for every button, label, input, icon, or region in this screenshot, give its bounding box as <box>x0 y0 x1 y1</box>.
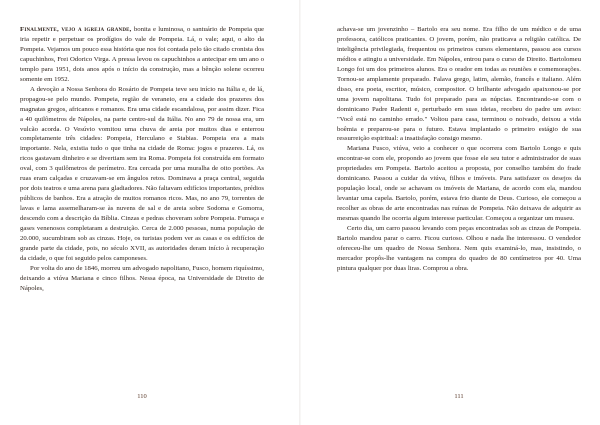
chapter-opening-words: Finalmente, vejo a igreja grande, <box>20 26 132 33</box>
left-paragraph-2: A devoção a Nossa Senhora do Rosário de Pompeia teve seu início na Itália e, de lá, propagou-se pelo mundo. Pompeia, região de veraneio, era a cidade dos prazeres dos magnatas gregos, africanos e romanos. Era uma cidade escandalosa, por assim dizer. Fica a 40 quilômetros de Nápoles, na parte centro-sul da Itália. No ano 79 de nossa era, um vulcão acorda. O Vesúvio vomitou uma chuva de areia por muitos dias e enterrou completamente três cidades: Pompeia, Herculano e Stabias. Pompeia era a mais importante. Nela, existia tudo o que tinha na cidade de Roma: jogos e prazeres. Lá, os ricos gastavam dinheiro e se divertiam sem ira Roma. Pompeia foi construída em formato oval, com 3 quilômetros de perímetro. Era cercada por uma muralha de oito portões. As ruas eram calçadas e cruzavam-se em ângulos retos. Dominava a praça central, seguida por dois teatros e uma arena para gladiadores. Não faltavam edifícios importantes, prédios públicos de banhos. Era a atração de muitos romanos ricos. Mas, no ano 79, torrentes de lavas e lama assemelharam-se às nuvens de sal e de areia sobre Sodoma e Gomorra, descendo com a descrição da Bíblia. Cinzas e pedras choveram sobre Pompeia. Fumaça e gases venenosos completaram a destruição. Cerca de 2.000 pessoas, numa população de 20.000, sucumbiram sob as cinzas. Hoje, os turistas podem ver as casas e os edifícios de grande parte da cidade, pois, no século XVII, as autoridades deram início à recuperação da cidade, o que foi seguido pelos camponeses. <box>20 85 264 262</box>
left-page <box>20 25 264 294</box>
right-paragraph-3: Certo dia, um carro passou levando com peças encontradas sob as cinzas de Pompeia. Bartolo mandou parar o carro. Ficou curioso. Olhou e nada lhe interessou. O vendedor ofereceu-lhe um quadro de Nossa Senhora. Nem quis examiná-lo, mas, insistindo, o mercador propôs-lhe vantagem na compra do quadro de 80 centímetros por 40. Uma pintura qualquer por duas liras. Comprou a obra. <box>337 225 581 272</box>
left-paragraph-1-text: bonita e luminosa, o santuário de Pompeia que iria repetir e perpetuar os prodígios do vale de Pompeia. Lá, o vale; aqui, o alto da Pompeia. Vejamos um pouco essa história que nos foi contada pelo tão citado cronista dos capuchinhos, Frei Odorico Virga. A pressa levou os capuchinhos a antecipar em um ano o templo para 1951, dois anos após o início da construção, mas a bênção solene ocorreu somente em 1952. <box>20 26 264 83</box>
right-page-number: 111 <box>454 393 464 400</box>
left-page-number: 110 <box>137 393 147 400</box>
left-paragraph-1 <box>20 25 264 85</box>
left-paragraph-3: Por volta do ano de 1846, morreu um advogado napolitano, Fusco, homem riquíssimo, deixando a viúva Mariana e cinco filhos. Nessa época, na Universidade de Direito de Nápoles, <box>20 264 264 292</box>
right-page <box>337 25 581 274</box>
book-gutter <box>299 0 301 425</box>
right-paragraph-2: Mariana Fusco, viúva, veio a conhecer o que ocorrera com Bartolo Longo e quis encontrar-se com ele, propondo ao jovem que fosse ele seu tutor e administrador de suas propriedades em Pompeia. Bartolo aceitou a proposta, por conselho também do frade dominicano. Passou a cuidar da viúva, filhos e imóveis. Para satisfazer os desejos da população local, onde se achavam os imóveis de Mariana, de acordo com ela, mandou levantar uma capela. Bartolo, porém, estava frio diante de Deus. Curioso, ele começou a recolher as obras de arte encontradas nas ruínas de Pompeia. Não deixava de adquirir as mesmas quando lhe ocorria algum interesse particular. Começou a organizar um museu. <box>337 145 581 223</box>
right-paragraph-1: achava-se um jovenzinho – Bartolo era seu nome. Era filho de um médico e de uma professora, católicos praticantes. O jovem, porém, não praticava a religião católica. De inteligência privilegiada, frequentou os primeiros cursos elementares, passou aos cursos médios e atingiu a universidade. Em Nápoles, entrou para o curso de Direito. Bartolomeu Longo foi um dos primeiros alunos. Era o orador em todas as reuniões e comemorações. Tornou-se amplamente preparado. Falava grego, latim, alemão, francês e italiano. Além disso, era poeta, escritor, músico, compositor. O brilhante advogado apaixonou-se por uma jovem napolitana. Tudo foi preparado para as núpcias. Encontrando-se com o dominicano Padre Radenti e, perturbado em suas ideias, recebeu do padre um aviso: "Você está no caminho errado." Voltou para casa, terminou o noivado, deixou a vida boêmia e preparou-se para o futuro. Estava implantado o primeiro estágio de sua ressurreição espiritual: a insatisfação consigo mesmo. <box>337 26 581 143</box>
